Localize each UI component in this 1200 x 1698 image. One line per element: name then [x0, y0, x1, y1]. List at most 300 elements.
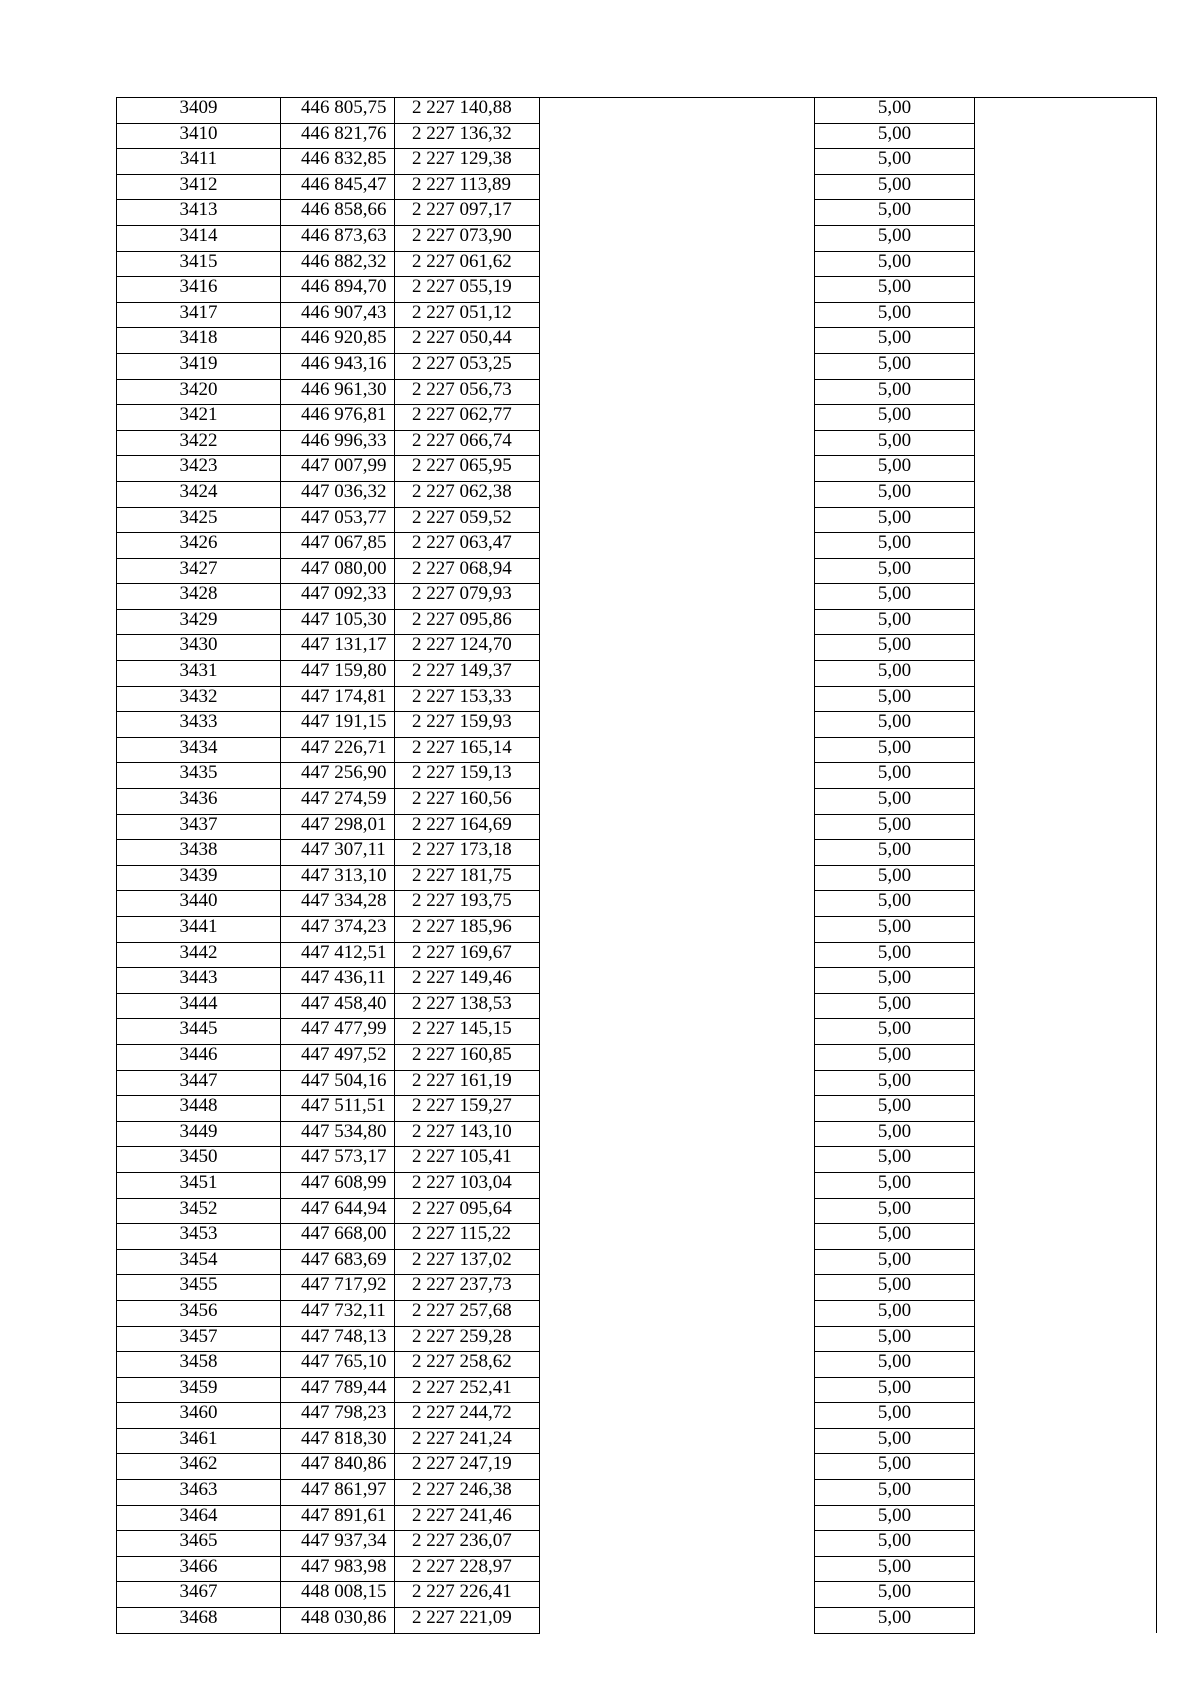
table-row	[117, 1070, 1157, 1096]
blank-cell	[975, 968, 1157, 994]
x-coordinate-cell: 446 858,66	[281, 200, 395, 226]
value-cell: 5,00	[815, 507, 975, 533]
coordinates-table	[116, 97, 1157, 1634]
value-cell: 5,00	[815, 430, 975, 456]
table-row	[117, 942, 1157, 968]
blank-cell	[975, 328, 1157, 354]
value-cell: 5,00	[815, 1403, 975, 1429]
y-coordinate-cell: 2 227 221,09	[395, 1608, 540, 1634]
blank-cell	[975, 635, 1157, 661]
table-row	[117, 225, 1157, 251]
empty-cell	[540, 1326, 815, 1352]
blank-cell	[975, 1070, 1157, 1096]
empty-cell	[540, 277, 815, 303]
point-number-cell: 3439	[117, 865, 281, 891]
empty-cell	[540, 98, 815, 124]
blank-cell	[975, 942, 1157, 968]
value-cell: 5,00	[815, 174, 975, 200]
point-number-cell: 3432	[117, 686, 281, 712]
blank-cell	[975, 1582, 1157, 1608]
y-coordinate-cell: 2 227 181,75	[395, 865, 540, 891]
y-coordinate-cell: 2 227 259,28	[395, 1326, 540, 1352]
point-number-cell: 3456	[117, 1300, 281, 1326]
value-cell: 5,00	[815, 917, 975, 943]
point-number-cell: 3410	[117, 123, 281, 149]
point-number-cell: 3430	[117, 635, 281, 661]
value-cell: 5,00	[815, 225, 975, 251]
y-coordinate-cell: 2 227 095,86	[395, 609, 540, 635]
value-cell: 5,00	[815, 1556, 975, 1582]
blank-cell	[975, 712, 1157, 738]
value-cell: 5,00	[815, 1249, 975, 1275]
value-cell: 5,00	[815, 686, 975, 712]
table-row	[117, 456, 1157, 482]
value-cell: 5,00	[815, 1326, 975, 1352]
empty-cell	[540, 302, 815, 328]
point-number-cell: 3450	[117, 1147, 281, 1173]
y-coordinate-cell: 2 227 059,52	[395, 507, 540, 533]
y-coordinate-cell: 2 227 062,38	[395, 481, 540, 507]
value-cell: 5,00	[815, 1505, 975, 1531]
x-coordinate-cell: 447 412,51	[281, 942, 395, 968]
x-coordinate-cell: 447 983,98	[281, 1556, 395, 1582]
empty-cell	[540, 917, 815, 943]
value-cell: 5,00	[815, 635, 975, 661]
table-row	[117, 1172, 1157, 1198]
value-cell: 5,00	[815, 123, 975, 149]
empty-cell	[540, 379, 815, 405]
blank-cell	[975, 379, 1157, 405]
value-cell: 5,00	[815, 584, 975, 610]
x-coordinate-cell: 447 313,10	[281, 865, 395, 891]
y-coordinate-cell: 2 227 138,53	[395, 993, 540, 1019]
empty-cell	[540, 1275, 815, 1301]
point-number-cell: 3433	[117, 712, 281, 738]
blank-cell	[975, 98, 1157, 124]
empty-cell	[540, 993, 815, 1019]
empty-cell	[540, 251, 815, 277]
point-number-cell: 3412	[117, 174, 281, 200]
table-row	[117, 1352, 1157, 1378]
point-number-cell: 3416	[117, 277, 281, 303]
value-cell: 5,00	[815, 1582, 975, 1608]
point-number-cell: 3425	[117, 507, 281, 533]
y-coordinate-cell: 2 227 164,69	[395, 814, 540, 840]
blank-cell	[975, 1249, 1157, 1275]
value-cell: 5,00	[815, 353, 975, 379]
blank-cell	[975, 1096, 1157, 1122]
value-cell: 5,00	[815, 1070, 975, 1096]
y-coordinate-cell: 2 227 062,77	[395, 405, 540, 431]
x-coordinate-cell: 447 644,94	[281, 1198, 395, 1224]
y-coordinate-cell: 2 227 055,19	[395, 277, 540, 303]
y-coordinate-cell: 2 227 063,47	[395, 533, 540, 559]
table-row	[117, 840, 1157, 866]
table-row	[117, 405, 1157, 431]
empty-cell	[540, 891, 815, 917]
blank-cell	[975, 251, 1157, 277]
x-coordinate-cell: 447 007,99	[281, 456, 395, 482]
value-cell: 5,00	[815, 1019, 975, 1045]
y-coordinate-cell: 2 227 228,97	[395, 1556, 540, 1582]
point-number-cell: 3438	[117, 840, 281, 866]
empty-cell	[540, 1377, 815, 1403]
blank-cell	[975, 865, 1157, 891]
point-number-cell: 3429	[117, 609, 281, 635]
x-coordinate-cell: 448 030,86	[281, 1608, 395, 1634]
y-coordinate-cell: 2 227 136,32	[395, 123, 540, 149]
empty-cell	[540, 1019, 815, 1045]
x-coordinate-cell: 447 274,59	[281, 789, 395, 815]
point-number-cell: 3466	[117, 1556, 281, 1582]
blank-cell	[975, 302, 1157, 328]
y-coordinate-cell: 2 227 066,74	[395, 430, 540, 456]
table-row	[117, 814, 1157, 840]
x-coordinate-cell: 447 307,11	[281, 840, 395, 866]
value-cell: 5,00	[815, 328, 975, 354]
table-row	[117, 1019, 1157, 1045]
y-coordinate-cell: 2 227 252,41	[395, 1377, 540, 1403]
y-coordinate-cell: 2 227 124,70	[395, 635, 540, 661]
x-coordinate-cell: 447 374,23	[281, 917, 395, 943]
x-coordinate-cell: 447 105,30	[281, 609, 395, 635]
x-coordinate-cell: 447 053,77	[281, 507, 395, 533]
table-row	[117, 558, 1157, 584]
y-coordinate-cell: 2 227 053,25	[395, 353, 540, 379]
x-coordinate-cell: 447 608,99	[281, 1172, 395, 1198]
x-coordinate-cell: 447 717,92	[281, 1275, 395, 1301]
x-coordinate-cell: 447 861,97	[281, 1480, 395, 1506]
point-number-cell: 3443	[117, 968, 281, 994]
blank-cell	[975, 1608, 1157, 1634]
x-coordinate-cell: 447 067,85	[281, 533, 395, 559]
y-coordinate-cell: 2 227 165,14	[395, 737, 540, 763]
point-number-cell: 3460	[117, 1403, 281, 1429]
empty-cell	[540, 789, 815, 815]
blank-cell	[975, 225, 1157, 251]
y-coordinate-cell: 2 227 161,19	[395, 1070, 540, 1096]
blank-cell	[975, 1300, 1157, 1326]
point-number-cell: 3415	[117, 251, 281, 277]
point-number-cell: 3453	[117, 1224, 281, 1250]
x-coordinate-cell: 446 976,81	[281, 405, 395, 431]
empty-cell	[540, 481, 815, 507]
point-number-cell: 3411	[117, 149, 281, 175]
y-coordinate-cell: 2 227 065,95	[395, 456, 540, 482]
x-coordinate-cell: 447 334,28	[281, 891, 395, 917]
value-cell: 5,00	[815, 1454, 975, 1480]
table-row	[117, 993, 1157, 1019]
point-number-cell: 3422	[117, 430, 281, 456]
blank-cell	[975, 1352, 1157, 1378]
point-number-cell: 3445	[117, 1019, 281, 1045]
blank-cell	[975, 1326, 1157, 1352]
y-coordinate-cell: 2 227 246,38	[395, 1480, 540, 1506]
x-coordinate-cell: 447 732,11	[281, 1300, 395, 1326]
blank-cell	[975, 1198, 1157, 1224]
table-row	[117, 1096, 1157, 1122]
y-coordinate-cell: 2 227 143,10	[395, 1121, 540, 1147]
empty-cell	[540, 712, 815, 738]
point-number-cell: 3435	[117, 763, 281, 789]
blank-cell	[975, 1403, 1157, 1429]
point-number-cell: 3455	[117, 1275, 281, 1301]
value-cell: 5,00	[815, 712, 975, 738]
table-row	[117, 609, 1157, 635]
point-number-cell: 3464	[117, 1505, 281, 1531]
value-cell: 5,00	[815, 865, 975, 891]
x-coordinate-cell: 448 008,15	[281, 1582, 395, 1608]
table-row	[117, 277, 1157, 303]
y-coordinate-cell: 2 227 193,75	[395, 891, 540, 917]
table-row	[117, 1556, 1157, 1582]
y-coordinate-cell: 2 227 115,22	[395, 1224, 540, 1250]
y-coordinate-cell: 2 227 129,38	[395, 149, 540, 175]
table-row	[117, 430, 1157, 456]
table-row	[117, 737, 1157, 763]
value-cell: 5,00	[815, 763, 975, 789]
value-cell: 5,00	[815, 1531, 975, 1557]
table-row	[117, 1275, 1157, 1301]
table-row	[117, 149, 1157, 175]
table-row	[117, 251, 1157, 277]
value-cell: 5,00	[815, 251, 975, 277]
empty-cell	[540, 328, 815, 354]
blank-cell	[975, 1275, 1157, 1301]
empty-cell	[540, 1454, 815, 1480]
blank-cell	[975, 174, 1157, 200]
empty-cell	[540, 840, 815, 866]
point-number-cell: 3423	[117, 456, 281, 482]
x-coordinate-cell: 447 534,80	[281, 1121, 395, 1147]
x-coordinate-cell: 447 818,30	[281, 1428, 395, 1454]
table-row	[117, 1582, 1157, 1608]
y-coordinate-cell: 2 227 236,07	[395, 1531, 540, 1557]
y-coordinate-cell: 2 227 237,73	[395, 1275, 540, 1301]
y-coordinate-cell: 2 227 145,15	[395, 1019, 540, 1045]
empty-cell	[540, 1428, 815, 1454]
blank-cell	[975, 558, 1157, 584]
empty-cell	[540, 686, 815, 712]
point-number-cell: 3452	[117, 1198, 281, 1224]
empty-cell	[540, 1352, 815, 1378]
point-number-cell: 3424	[117, 481, 281, 507]
value-cell: 5,00	[815, 1096, 975, 1122]
blank-cell	[975, 1121, 1157, 1147]
empty-cell	[540, 1403, 815, 1429]
blank-cell	[975, 661, 1157, 687]
blank-cell	[975, 1147, 1157, 1173]
table-body	[117, 98, 1157, 1634]
blank-cell	[975, 353, 1157, 379]
y-coordinate-cell: 2 227 149,37	[395, 661, 540, 687]
empty-cell	[540, 1121, 815, 1147]
x-coordinate-cell: 446 845,47	[281, 174, 395, 200]
y-coordinate-cell: 2 227 159,27	[395, 1096, 540, 1122]
table-row	[117, 686, 1157, 712]
blank-cell	[975, 1044, 1157, 1070]
x-coordinate-cell: 446 961,30	[281, 379, 395, 405]
y-coordinate-cell: 2 227 153,33	[395, 686, 540, 712]
x-coordinate-cell: 447 436,11	[281, 968, 395, 994]
y-coordinate-cell: 2 227 105,41	[395, 1147, 540, 1173]
point-number-cell: 3459	[117, 1377, 281, 1403]
table-row	[117, 1224, 1157, 1250]
empty-cell	[540, 1249, 815, 1275]
blank-cell	[975, 814, 1157, 840]
x-coordinate-cell: 447 036,32	[281, 481, 395, 507]
table-row	[117, 1147, 1157, 1173]
empty-cell	[540, 353, 815, 379]
x-coordinate-cell: 446 996,33	[281, 430, 395, 456]
empty-cell	[540, 763, 815, 789]
y-coordinate-cell: 2 227 226,41	[395, 1582, 540, 1608]
empty-cell	[540, 1505, 815, 1531]
empty-cell	[540, 456, 815, 482]
x-coordinate-cell: 447 458,40	[281, 993, 395, 1019]
empty-cell	[540, 1556, 815, 1582]
point-number-cell: 3448	[117, 1096, 281, 1122]
value-cell: 5,00	[815, 456, 975, 482]
y-coordinate-cell: 2 227 244,72	[395, 1403, 540, 1429]
point-number-cell: 3458	[117, 1352, 281, 1378]
value-cell: 5,00	[815, 1121, 975, 1147]
value-cell: 5,00	[815, 98, 975, 124]
table-row	[117, 379, 1157, 405]
empty-cell	[540, 123, 815, 149]
point-number-cell: 3454	[117, 1249, 281, 1275]
value-cell: 5,00	[815, 814, 975, 840]
blank-cell	[975, 200, 1157, 226]
y-coordinate-cell: 2 227 241,24	[395, 1428, 540, 1454]
table-row	[117, 661, 1157, 687]
x-coordinate-cell: 447 191,15	[281, 712, 395, 738]
value-cell: 5,00	[815, 661, 975, 687]
blank-cell	[975, 481, 1157, 507]
value-cell: 5,00	[815, 1428, 975, 1454]
value-cell: 5,00	[815, 405, 975, 431]
x-coordinate-cell: 447 798,23	[281, 1403, 395, 1429]
value-cell: 5,00	[815, 840, 975, 866]
empty-cell	[540, 1224, 815, 1250]
blank-cell	[975, 584, 1157, 610]
table-row	[117, 968, 1157, 994]
empty-cell	[540, 737, 815, 763]
point-number-cell: 3420	[117, 379, 281, 405]
value-cell: 5,00	[815, 942, 975, 968]
table-row	[117, 1403, 1157, 1429]
table-row	[117, 302, 1157, 328]
point-number-cell: 3442	[117, 942, 281, 968]
blank-cell	[975, 1019, 1157, 1045]
empty-cell	[540, 200, 815, 226]
empty-cell	[540, 968, 815, 994]
x-coordinate-cell: 447 477,99	[281, 1019, 395, 1045]
table-row	[117, 1300, 1157, 1326]
y-coordinate-cell: 2 227 159,93	[395, 712, 540, 738]
x-coordinate-cell: 447 497,52	[281, 1044, 395, 1070]
blank-cell	[975, 1224, 1157, 1250]
table-row	[117, 763, 1157, 789]
x-coordinate-cell: 447 668,00	[281, 1224, 395, 1250]
value-cell: 5,00	[815, 533, 975, 559]
blank-cell	[975, 456, 1157, 482]
blank-cell	[975, 789, 1157, 815]
value-cell: 5,00	[815, 149, 975, 175]
blank-cell	[975, 917, 1157, 943]
empty-cell	[540, 635, 815, 661]
empty-cell	[540, 1582, 815, 1608]
value-cell: 5,00	[815, 609, 975, 635]
y-coordinate-cell: 2 227 068,94	[395, 558, 540, 584]
empty-cell	[540, 1147, 815, 1173]
point-number-cell: 3440	[117, 891, 281, 917]
empty-cell	[540, 1172, 815, 1198]
y-coordinate-cell: 2 227 257,68	[395, 1300, 540, 1326]
value-cell: 5,00	[815, 1608, 975, 1634]
point-number-cell: 3463	[117, 1480, 281, 1506]
blank-cell	[975, 1531, 1157, 1557]
y-coordinate-cell: 2 227 095,64	[395, 1198, 540, 1224]
point-number-cell: 3409	[117, 98, 281, 124]
y-coordinate-cell: 2 227 185,96	[395, 917, 540, 943]
empty-cell	[540, 584, 815, 610]
x-coordinate-cell: 447 092,33	[281, 584, 395, 610]
x-coordinate-cell: 447 256,90	[281, 763, 395, 789]
table-row	[117, 328, 1157, 354]
y-coordinate-cell: 2 227 056,73	[395, 379, 540, 405]
blank-cell	[975, 430, 1157, 456]
y-coordinate-cell: 2 227 258,62	[395, 1352, 540, 1378]
x-coordinate-cell: 447 159,80	[281, 661, 395, 687]
value-cell: 5,00	[815, 1480, 975, 1506]
x-coordinate-cell: 446 832,85	[281, 149, 395, 175]
value-cell: 5,00	[815, 968, 975, 994]
value-cell: 5,00	[815, 737, 975, 763]
empty-cell	[540, 1198, 815, 1224]
point-number-cell: 3444	[117, 993, 281, 1019]
blank-cell	[975, 533, 1157, 559]
x-coordinate-cell: 447 080,00	[281, 558, 395, 584]
x-coordinate-cell: 447 765,10	[281, 1352, 395, 1378]
blank-cell	[975, 277, 1157, 303]
empty-cell	[540, 405, 815, 431]
table-row	[117, 98, 1157, 124]
table-row	[117, 123, 1157, 149]
value-cell: 5,00	[815, 1224, 975, 1250]
table-row	[117, 507, 1157, 533]
x-coordinate-cell: 447 298,01	[281, 814, 395, 840]
blank-cell	[975, 1172, 1157, 1198]
y-coordinate-cell: 2 227 160,85	[395, 1044, 540, 1070]
empty-cell	[540, 1480, 815, 1506]
x-coordinate-cell: 446 907,43	[281, 302, 395, 328]
point-number-cell: 3436	[117, 789, 281, 815]
blank-cell	[975, 763, 1157, 789]
blank-cell	[975, 686, 1157, 712]
point-number-cell: 3421	[117, 405, 281, 431]
value-cell: 5,00	[815, 302, 975, 328]
point-number-cell: 3447	[117, 1070, 281, 1096]
x-coordinate-cell: 446 943,16	[281, 353, 395, 379]
y-coordinate-cell: 2 227 241,46	[395, 1505, 540, 1531]
empty-cell	[540, 814, 815, 840]
x-coordinate-cell: 447 789,44	[281, 1377, 395, 1403]
table-row	[117, 712, 1157, 738]
x-coordinate-cell: 446 920,85	[281, 328, 395, 354]
empty-cell	[540, 225, 815, 251]
point-number-cell: 3468	[117, 1608, 281, 1634]
